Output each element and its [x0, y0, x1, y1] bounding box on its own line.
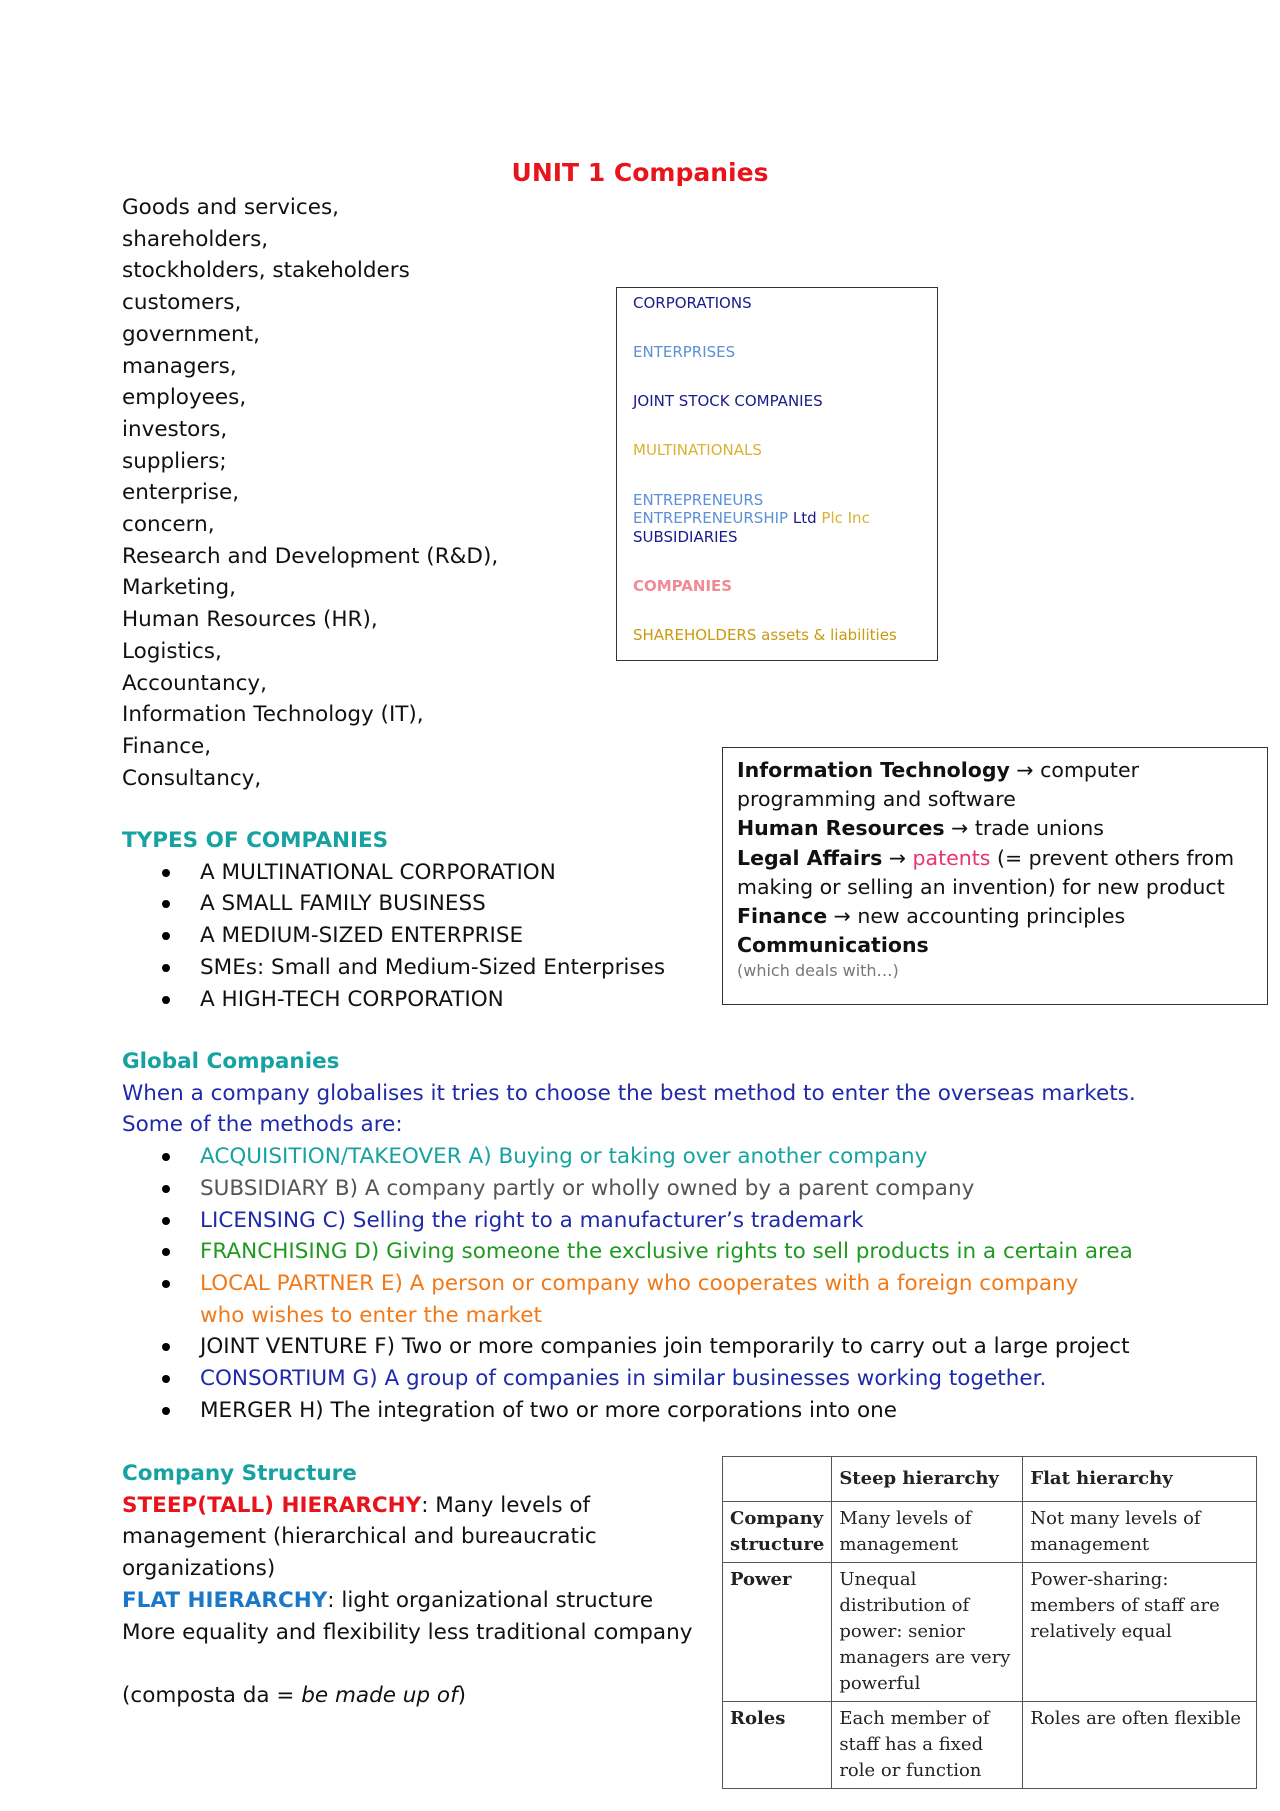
- list-item-text: LICENSING C) Selling the right to a manufacturer’s trademark: [200, 1207, 864, 1233]
- vocab-item: Marketing,: [122, 575, 236, 601]
- word-plc-inc: Plc Inc: [821, 509, 870, 527]
- list-item: [122, 1268, 1182, 1331]
- bullet-icon: [162, 1280, 170, 1288]
- structure-heading: Company Structure: [122, 1461, 357, 1486]
- table-header-row: [723, 1457, 1257, 1502]
- bullet-icon: [162, 1407, 170, 1415]
- list-item-text: SMEs: Small and Medium-Sized Enterprises: [200, 954, 666, 980]
- steep-line: [122, 1490, 722, 1585]
- vocab-item: Consultancy,: [122, 765, 262, 791]
- arrow-right-icon: →: [1009, 758, 1041, 782]
- bullet-icon: [162, 1375, 170, 1383]
- composta-line: [122, 1680, 722, 1712]
- structure-section: [122, 1458, 722, 1712]
- table-row-label: Power: [723, 1563, 832, 1702]
- info-communications: [737, 931, 1253, 960]
- hierarchy-table: [722, 1456, 1257, 1789]
- info-it: [737, 756, 1253, 814]
- list-item: [122, 952, 665, 984]
- table-row: [723, 1502, 1257, 1563]
- word-box: [616, 287, 938, 661]
- spacer: [122, 1648, 722, 1680]
- info-patents: patents: [912, 845, 991, 870]
- arrow-right-icon: →: [827, 904, 858, 929]
- types-list: [122, 857, 665, 1016]
- vocab-item: Logistics,: [122, 638, 222, 664]
- arrow-right-icon: →: [944, 816, 975, 841]
- vocab-item: customers,: [122, 290, 242, 316]
- info-text: (= prevent others from making or selling an invention) for new product: [737, 845, 1235, 899]
- list-item-text: FRANCHISING D) Giving someone the exclusive rights to sell products in a certain area: [200, 1239, 1133, 1265]
- info-label: Information Technology: [737, 758, 1010, 782]
- bullet-icon: [162, 932, 170, 940]
- bullet-icon: [162, 869, 170, 877]
- vocab-item: government,: [122, 321, 260, 347]
- vocab-item: concern,: [122, 512, 215, 538]
- table-row-label: Company structure: [723, 1502, 832, 1563]
- vocab-item: managers,: [122, 353, 237, 379]
- word-corporations: CORPORATIONS: [633, 294, 752, 312]
- vocab-item: Finance,: [122, 733, 212, 759]
- vocabulary-list: [122, 192, 498, 794]
- types-section: [122, 825, 665, 1015]
- steep-label: STEEP(TALL) HIERARCHY: [122, 1492, 422, 1518]
- list-item-text: ACQUISITION/TAKEOVER A) Buying or taking over another company: [200, 1144, 928, 1170]
- word-enterprises: ENTERPRISES: [633, 343, 736, 361]
- list-item-text: A SMALL FAMILY BUSINESS: [200, 891, 486, 917]
- info-label: Communications: [737, 933, 929, 958]
- global-intro: When a company globalises it tries to choose the best method to enter the overseas markets. Some of the methods are:: [122, 1080, 1136, 1138]
- table-header: Flat hierarchy: [1023, 1457, 1257, 1502]
- info-label: Human Resources: [737, 816, 945, 841]
- table-cell: Many levels of management: [832, 1502, 1023, 1563]
- list-item: [122, 888, 665, 920]
- composta-prefix: (composta da =: [122, 1682, 302, 1708]
- list-item: [122, 1141, 1182, 1173]
- table-cell: Power-sharing: members of staff are relatively equal: [1023, 1563, 1257, 1702]
- word-shareholders: SHAREHOLDERS assets & liabilities: [633, 626, 897, 644]
- list-item-text: A HIGH-TECH CORPORATION: [200, 986, 504, 1012]
- bullet-icon: [162, 996, 170, 1004]
- word-entrepreneurs: ENTREPRENEURS: [633, 491, 764, 509]
- word-joint-stock: JOINT STOCK COMPANIES: [633, 392, 823, 410]
- info-legal: [737, 844, 1253, 902]
- vocab-item: shareholders,: [122, 226, 269, 252]
- global-heading: Global Companies: [122, 1049, 340, 1074]
- bullet-icon: [162, 1185, 170, 1193]
- departments-box: [722, 747, 1268, 1005]
- table-row-label: Roles: [723, 1702, 832, 1789]
- steep-text: : Many levels of management (hierarchical and bureaucratic organizations): [122, 1492, 597, 1582]
- bullet-icon: [162, 1343, 170, 1351]
- bullet-icon: [162, 1248, 170, 1256]
- page-title: UNIT 1 Companies: [511, 158, 769, 187]
- info-text: trade unions: [974, 816, 1104, 841]
- arrow-right-icon: →: [882, 845, 913, 870]
- word-companies: COMPANIES: [633, 577, 733, 595]
- bullet-icon: [162, 964, 170, 972]
- vocab-item: employees,: [122, 385, 247, 411]
- vocab-item: Goods and services,: [122, 195, 339, 220]
- composta-italic: be made up of: [301, 1682, 458, 1708]
- global-section: [122, 1046, 1182, 1426]
- word-entrepreneurship: ENTREPRENEURSHIP: [633, 509, 789, 527]
- table-cell: Each member of staff has a fixed role or function: [832, 1702, 1023, 1789]
- info-label: Legal Affairs: [737, 845, 883, 870]
- info-text: new accounting principles: [857, 904, 1126, 929]
- list-item-text: SUBSIDIARY B) A company partly or wholly owned by a parent company: [200, 1175, 975, 1201]
- more-line: More equality and flexibility less traditional company: [122, 1619, 693, 1645]
- composta-suffix: ): [457, 1682, 467, 1708]
- list-item: [122, 857, 665, 889]
- list-item: [122, 1205, 1182, 1237]
- info-note: (which deals with…): [737, 961, 899, 981]
- table-row: [723, 1563, 1257, 1702]
- list-item-text: CONSORTIUM G) A group of companies in similar businesses working together.: [200, 1366, 1047, 1392]
- info-hr: [737, 814, 1253, 843]
- global-list: [122, 1141, 1182, 1426]
- list-item: [122, 984, 665, 1016]
- bullet-icon: [162, 1217, 170, 1225]
- vocab-item: stockholders, stakeholders: [122, 258, 410, 284]
- list-item: [122, 1173, 1182, 1205]
- list-item-text: MERGER H) The integration of two or more corporations into one: [200, 1397, 898, 1423]
- info-finance: [737, 902, 1253, 931]
- bullet-icon: [162, 900, 170, 908]
- info-text: computer programming and software: [737, 758, 1139, 812]
- vocab-item: Research and Development (R&D),: [122, 543, 499, 569]
- list-item: [122, 1331, 1182, 1363]
- vocab-item: Accountancy,: [122, 670, 267, 696]
- table-cell: Not many levels of management: [1023, 1502, 1257, 1563]
- table-corner: [723, 1457, 832, 1502]
- table-cell: Unequal distribution of power: senior managers are very powerful: [832, 1563, 1023, 1702]
- table-row: [723, 1702, 1257, 1789]
- flat-text: : light organizational structure: [327, 1587, 654, 1613]
- list-item: [122, 1236, 1182, 1268]
- list-item: [122, 920, 665, 952]
- vocab-item: investors,: [122, 416, 228, 442]
- list-item-text: A MEDIUM-SIZED ENTERPRISE: [200, 923, 524, 949]
- vocab-item: enterprise,: [122, 480, 240, 506]
- list-item-text: JOINT VENTURE F) Two or more companies join temporarily to carry out a large project: [200, 1334, 1130, 1360]
- list-item-text: A MULTINATIONAL CORPORATION: [200, 859, 556, 885]
- word-multinationals: MULTINATIONALS: [633, 441, 762, 459]
- table-cell: Roles are often flexible: [1023, 1702, 1257, 1789]
- list-item: [122, 1363, 1182, 1395]
- list-item-text: LOCAL PARTNER E) A person or company who cooperates with a foreign company who wishes to enter the market: [200, 1270, 1079, 1328]
- vocab-item: Information Technology (IT),: [122, 702, 424, 728]
- vocab-item: Human Resources (HR),: [122, 607, 378, 633]
- list-item: [122, 1395, 1182, 1427]
- word-entrepreneurship-line: [633, 509, 870, 527]
- word-subsidiaries: SUBSIDIARIES: [633, 528, 738, 546]
- vocab-item: suppliers;: [122, 448, 227, 474]
- bullet-icon: [162, 1153, 170, 1161]
- types-heading: TYPES OF COMPANIES: [122, 828, 389, 853]
- word-ltd: Ltd: [792, 509, 817, 527]
- flat-line: [122, 1585, 722, 1617]
- info-label: Finance: [737, 904, 828, 929]
- flat-label: FLAT HIERARCHY: [122, 1587, 328, 1613]
- table-header: Steep hierarchy: [832, 1457, 1023, 1502]
